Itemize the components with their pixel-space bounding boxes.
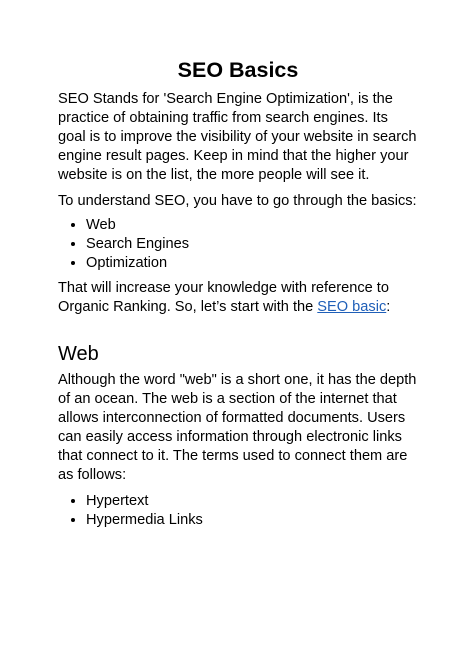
knowledge-text: That will increase your knowledge with reference to Organic Ranking. So, let’s start with the bbox=[58, 280, 389, 315]
document-page bbox=[58, 56, 418, 536]
list-item: • Optimization bbox=[86, 254, 418, 273]
knowledge-paragraph bbox=[58, 279, 418, 317]
list-item: • Hypermedia Links bbox=[86, 511, 418, 530]
list-item: • Search Engines bbox=[86, 235, 418, 254]
list-item: • Web bbox=[86, 216, 418, 235]
page-title: SEO Basics bbox=[177, 58, 299, 82]
basics-list bbox=[58, 216, 418, 273]
web-terms-list bbox=[58, 492, 418, 530]
list-item: • Hypertext bbox=[86, 492, 418, 511]
intro-paragraph: SEO Stands for 'Search Engine Optimization', is the practice of obtaining traffic from search engines. Its goal is to improve the visibility of your website in search engine result pages. Keep in mind that the higher your website is on the list, the more people will see it. bbox=[58, 91, 417, 183]
knowledge-suffix: : bbox=[386, 299, 391, 315]
basics-lead-paragraph: To understand SEO, you have to go through the basics: bbox=[58, 193, 417, 209]
web-section-heading: Web bbox=[58, 343, 99, 365]
web-section-paragraph: Although the word "web" is a short one, it has the depth of an ocean. The web is a section of the internet that allows interconnection of formatted documents. Users can easily access information through electronic links that connect to it. The terms used to connect them are as follows: bbox=[58, 372, 417, 483]
seo-basic-link[interactable]: SEO basic bbox=[317, 299, 387, 315]
